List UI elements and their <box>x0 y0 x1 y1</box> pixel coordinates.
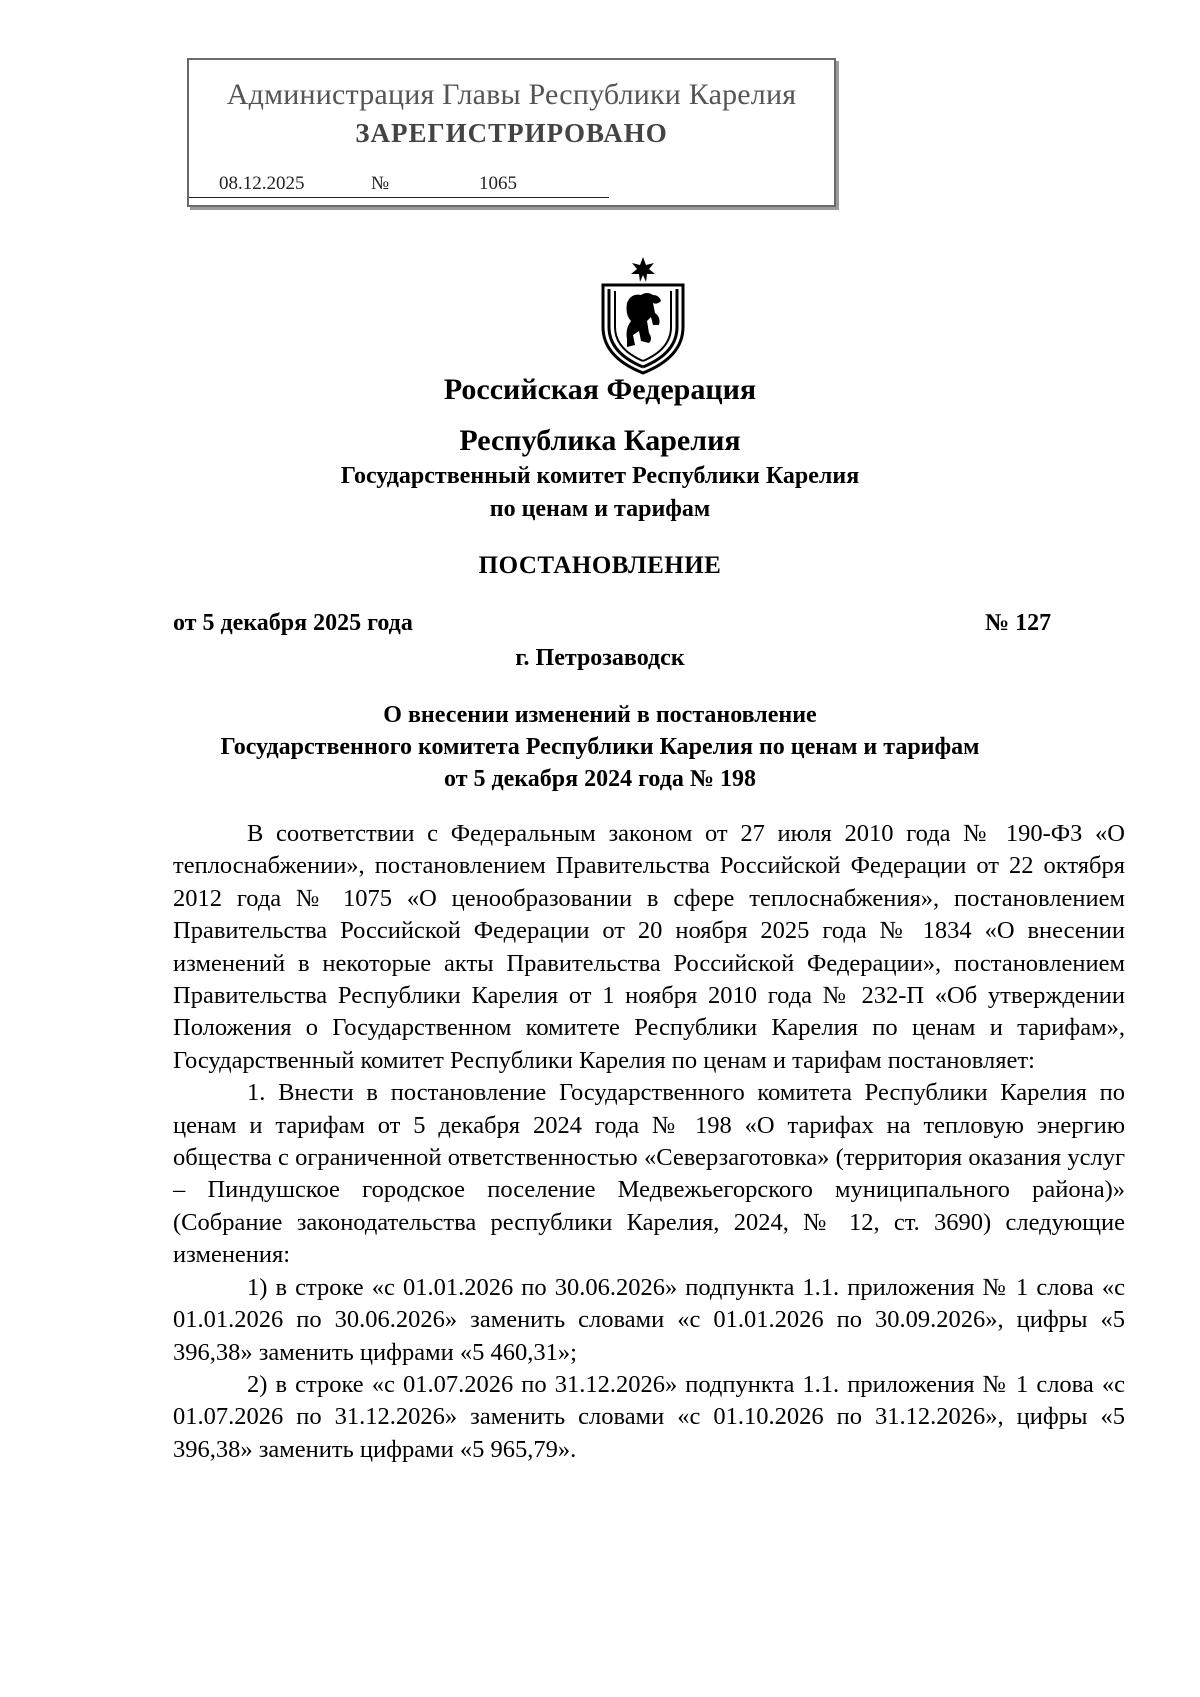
subclause-1-paragraph: 1) в строке «с 01.01.2026 по 30.06.2026» подпункта 1.1. приложения № 1 слова «с 01.01.2026 по 30.06.2026» заменить словами «с 01.01.2026 по 30.09.2026», цифры «5 396,38» заменить цифрами «5 460,31»; <box>173 1273 1125 1366</box>
karelia-coat-of-arms-icon <box>595 255 691 375</box>
document-body <box>173 818 1125 1466</box>
document-number: № 127 <box>985 610 1052 636</box>
stamp-number: 1065 <box>479 173 517 194</box>
committee-name-line1: Государственный комитет Республики Карелия <box>340 463 860 489</box>
title-line1: О внесении изменений в постановление <box>383 702 817 728</box>
stamp-organization: Администрация Главы Республики Карелия <box>226 78 797 111</box>
stamp-status: ЗАРЕГИСТРИРОВАНО <box>355 118 668 148</box>
clause-1-paragraph: 1. Внести в постановление Государственного комитета Республики Карелия по ценам и тарифам от 5 декабря 2024 года № 198 «О тарифах на тепловую энергию общества с ограниченной ответственностью «Северзаготовка» (территория оказания услуг – Пиндушское городское поселение Медвежьегорского муниципального района)» (Собрание законодательства республики Карелия, 2024, № 12, ст. 3690) следующие изменения: <box>173 1079 1125 1269</box>
preamble-paragraph: В соответствии с Федеральным законом от 27 июля 2010 года № 190-ФЗ «О теплоснабжении», постановлением Правительства Российской Федерации от 22 октября 2012 года № 1075 «О ценообразовании в сфере теплоснабжения», постановлением Правительства Российской Федерации от 20 ноября 2025 года № 1834 «О внесении изменений в некоторые акты Правительства Российской Федерации», постановлением Правительства Республики Карелия от 1 ноября 2010 года № 232-П «Об утверждении Положения о Государственном комитете Республики Карелия по ценам и тарифам», Государственный комитет Республики Карелия по ценам и тарифам постановляет: <box>173 820 1125 1074</box>
title-line2: Государственного комитета Республики Карелия по ценам и тарифам <box>220 734 980 760</box>
document-city: г. Петрозаводск <box>515 645 685 671</box>
stamp-underline <box>189 197 609 198</box>
title-line3: от 5 декабря 2024 года № 198 <box>444 766 756 792</box>
committee-name-line2: по ценам и тарифам <box>489 496 711 522</box>
subclause-2-paragraph: 2) в строке «с 01.07.2026 по 31.12.2026» подпункта 1.1. приложения № 1 слова «с 01.07.2026 по 31.12.2026» заменить словами «с 01.10.2026 по 31.12.2026», цифры «5 396,38» заменить цифрами «5 965,79». <box>173 1370 1125 1463</box>
stamp-number-label: № <box>371 173 390 194</box>
registration-stamp <box>187 58 836 207</box>
country-name: Российская Федерация <box>443 373 757 406</box>
document-date: от 5 декабря 2025 года <box>173 610 413 636</box>
document-type: ПОСТАНОВЛЕНИЕ <box>478 552 722 579</box>
stamp-date: 08.12.2025 <box>219 173 305 194</box>
republic-name: Республика Карелия <box>459 424 741 457</box>
